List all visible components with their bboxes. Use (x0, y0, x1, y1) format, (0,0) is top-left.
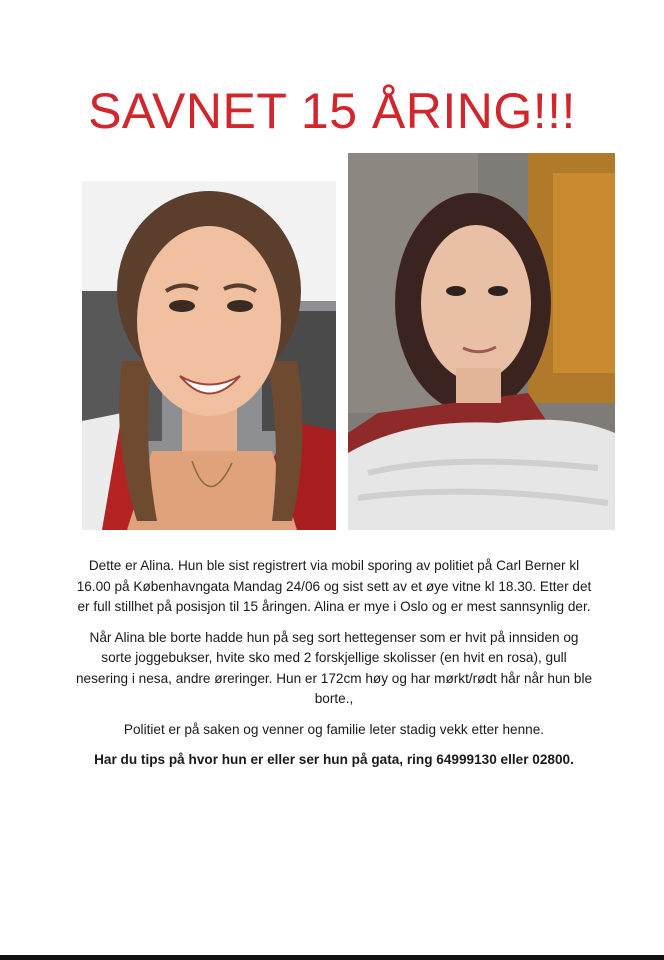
bottom-edge-bar (0, 955, 664, 960)
poster-title: SAVNET 15 ÅRING!!! (88, 83, 576, 139)
missing-person-photo-lying (348, 153, 615, 530)
missing-person-photo-smiling (82, 181, 336, 530)
description-paragraph: Dette er Alina. Hun ble sist registrert via mobil sporing av politiet på Carl Berner kl 16.00 på Københavngata Mandag 24/06 og sist sett av et øye vitne kl 18.30. Etter det er full stillhet på posisjon til 15 åringen. Alina er mye i Oslo og er mest sannsynlig der. (76, 558, 592, 614)
contact-line: Har du tips på hvor hun er eller ser hun på gata, ring 64999130 eller 02800. (94, 752, 574, 767)
poster-body (74, 556, 594, 781)
police-paragraph: Politiet er på saken og venner og familie leter stadig vekk etter henne. (123, 721, 545, 737)
clothing-paragraph: Når Alina ble borte hadde hun på seg sort hettegenser som er hvit på innsiden og sorte joggebukser, hvite sko med 2 forskjellige skolisser (en hvit en rosa), gull nesering i nesa, andre øreringer. Hun er 172cm høy og har mørkt/rødt hår når hun ble borte., (75, 629, 593, 706)
